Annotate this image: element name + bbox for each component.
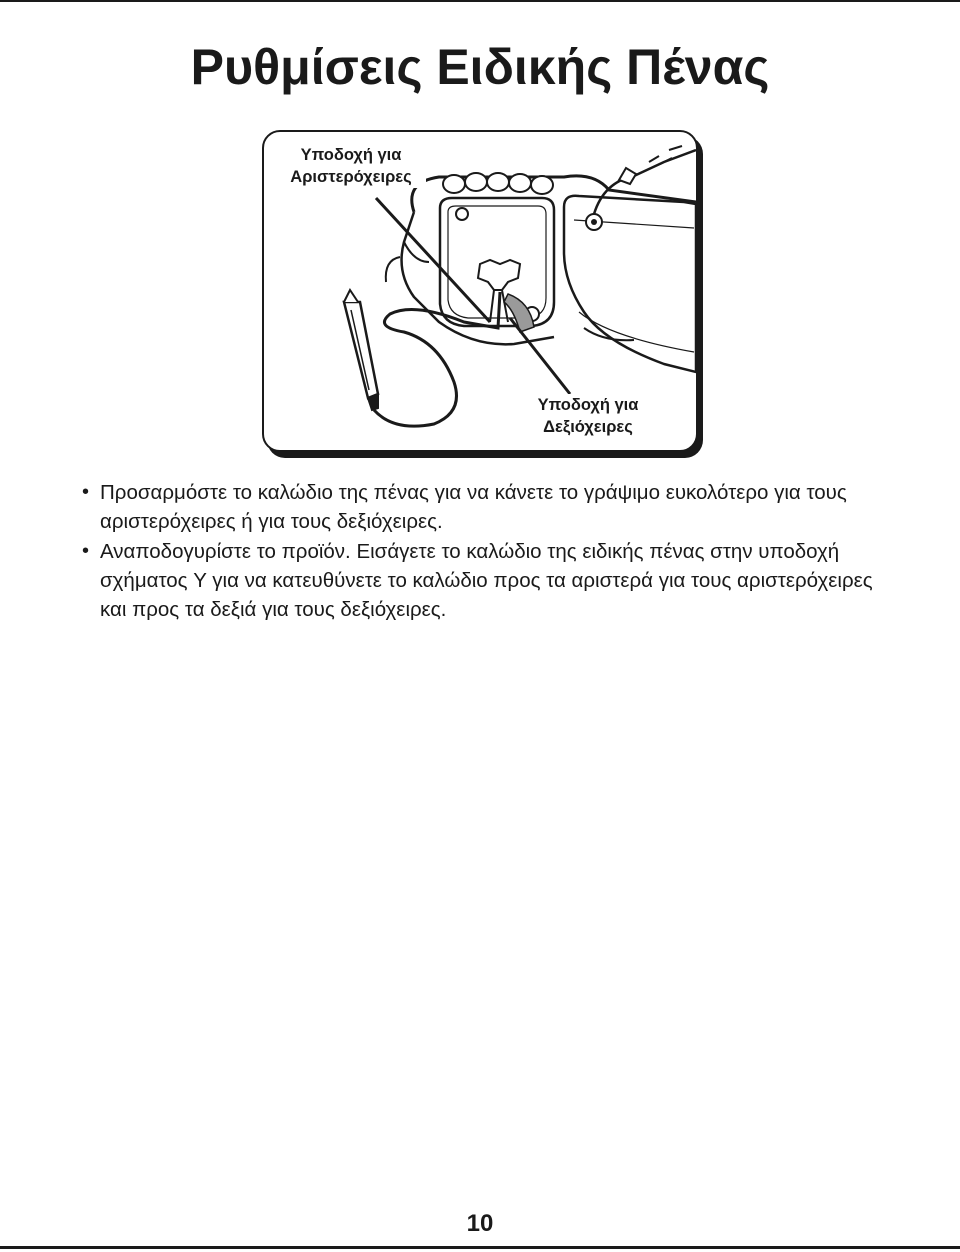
instruction-item — [82, 537, 882, 624]
right-handed-slot-label — [500, 394, 676, 438]
left-handed-slot-label — [276, 144, 426, 188]
right-handed-slot-label-line2: Δεξιόχειρες — [543, 418, 633, 436]
page-title: Ρυθμίσεις Ειδικής Πένας — [190, 39, 770, 95]
page-number: 10 — [466, 1210, 494, 1237]
right-handed-slot-label-line1: Υποδοχή για — [537, 396, 639, 414]
bullet-icon: • — [82, 540, 90, 562]
instruction-text: Αναποδογυρίστε το προϊόν. Εισάγετε το καλώδιο της ειδικής πένας στην υποδοχή σχήματος Y για να κατευθύνετε το καλώδιο προς τα αριστερά για τους αριστερόχειρες και προς τα δεξιά για τους δεξιόχειρες. — [100, 540, 873, 621]
instruction-list — [82, 478, 882, 625]
top-bumps — [443, 173, 553, 194]
top-rule — [0, 0, 960, 2]
bullet-icon: • — [82, 481, 90, 503]
instruction-text: Προσαρμόστε το καλώδιο της πένας για να κάνετε το γράψιμο ευκολότερο για τους αριστερόχειρες ή για τους δεξιόχειρες. — [100, 481, 847, 533]
instruction-item — [82, 478, 882, 536]
stylus-pen-shape — [344, 302, 378, 398]
left-handed-slot-label-line1: Υποδοχή για — [300, 146, 402, 164]
left-handed-slot-label-line2: Αριστερόχειρες — [290, 168, 412, 186]
right-slot-leader-line — [510, 318, 570, 394]
stylus-slot-illustration — [262, 130, 698, 452]
footer-rule — [0, 1246, 960, 1249]
